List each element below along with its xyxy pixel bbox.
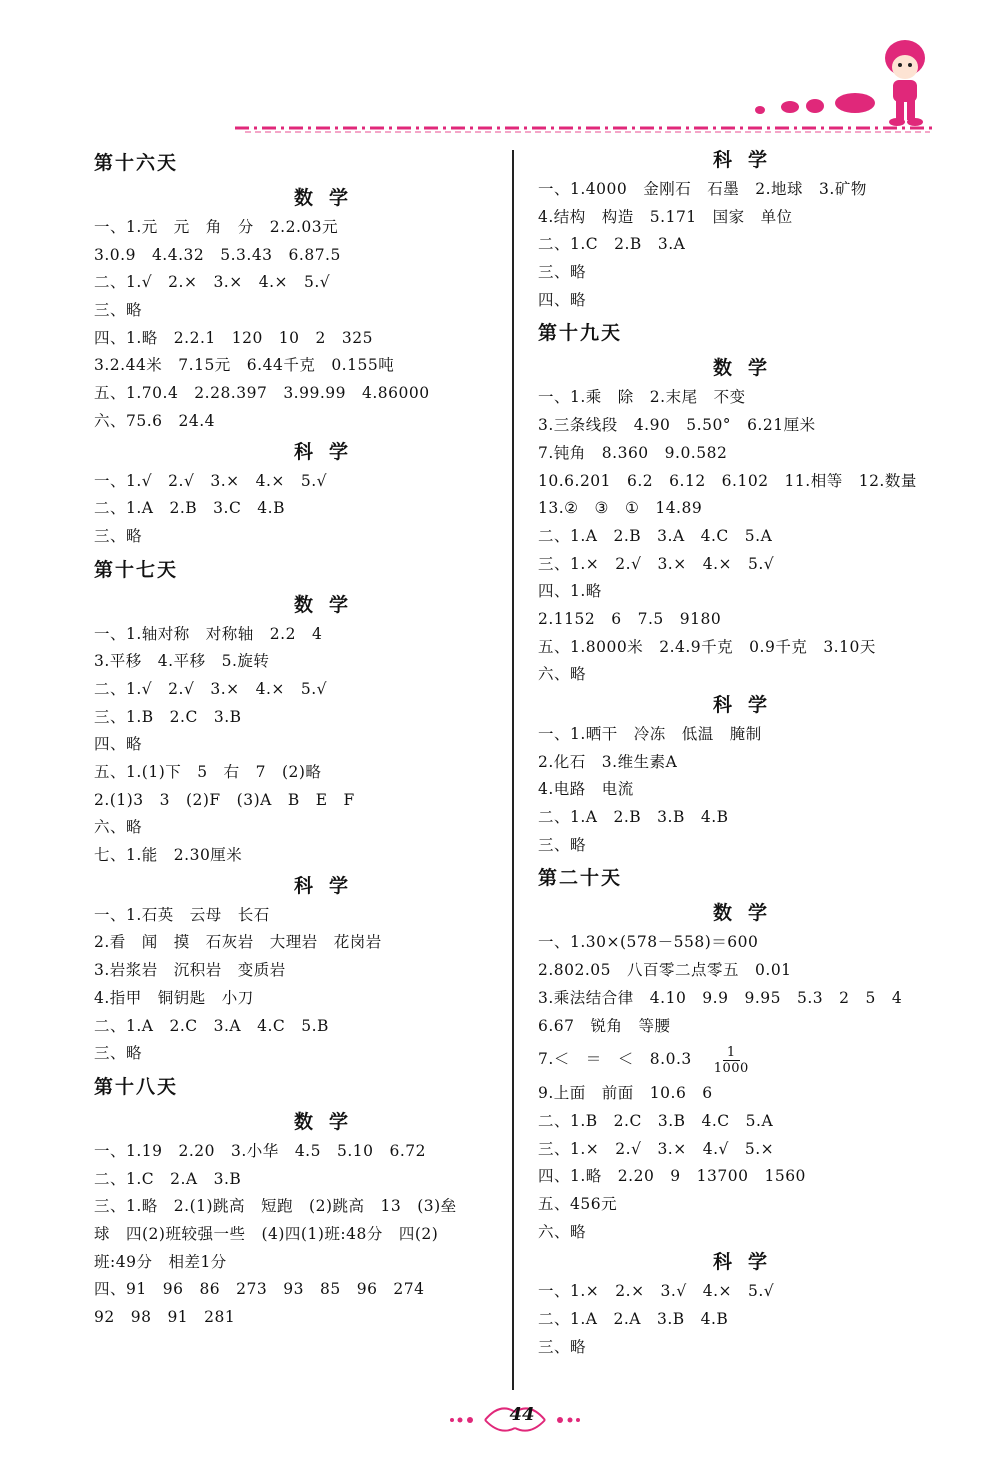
- answer-line: 一、1.轴对称 对称轴 2.2 4: [94, 624, 323, 643]
- answer-line: 2.化石 3.维生素A: [538, 752, 678, 771]
- answer-line: 13.② ③ ① 14.89: [538, 499, 703, 518]
- subject-heading: 数学: [293, 593, 364, 616]
- header-ornament: [0, 0, 1000, 150]
- answer-line: 六、略: [538, 1222, 587, 1241]
- answer-line: 四、略: [538, 290, 587, 309]
- answer-line: 3.2.44米 7.15元 6.44千克 0.155吨: [94, 356, 395, 375]
- fraction-denominator: 1000: [713, 1060, 749, 1076]
- answer-line: 2.1152 6 7.5 9180: [538, 609, 722, 628]
- answer-line: 三、略: [94, 301, 143, 320]
- answer-line: 二、1.A 2.A 3.B 4.B: [538, 1310, 729, 1328]
- answer-line: 三、略: [94, 526, 143, 545]
- answer-line: 3.0.9 4.4.32 5.3.43 6.87.5: [94, 245, 341, 264]
- subject-heading: 科学: [712, 694, 783, 716]
- answer-line: 二、1.A 2.B 3.A 4.C 5.A: [538, 526, 773, 545]
- subject-heading: 科学: [712, 1251, 783, 1274]
- answer-line: 三、略: [538, 263, 587, 282]
- answer-line: 二、1.A 2.C 3.A 4.C 5.B: [94, 1016, 329, 1035]
- answer-line: 三、略: [538, 1337, 587, 1356]
- answer-line: 一、1.√ 2.√ 3.× 4.× 5.√: [94, 471, 328, 490]
- left-column: [94, 144, 504, 1332]
- column-divider: [512, 150, 514, 1390]
- answer-line: 2.看 闻 摸 石灰岩 大理岩 花岗岩: [94, 933, 382, 952]
- answer-line: 一、1.晒干 冷冻 低温 腌制: [538, 725, 762, 743]
- answer-line: 一、1.元 元 角 分 2.2.03元: [94, 218, 339, 236]
- answer-line: 四、略: [94, 735, 143, 754]
- answer-text: 7.＜ ＝ ＜ 8.0.3: [538, 1050, 692, 1069]
- answer-line: 92 98 91 281: [94, 1308, 236, 1326]
- answer-line: 4.结构 构造 5.171 国家 单位: [538, 207, 793, 226]
- answer-line: 4.电路 电流: [538, 780, 634, 799]
- answer-line: 三、1.B 2.C 3.B: [94, 707, 242, 726]
- answer-line: 三、略: [94, 1044, 143, 1063]
- fraction-numerator: 1: [723, 1045, 740, 1061]
- answer-line: 四、1.略 2.2.1 120 10 2 325: [94, 328, 373, 347]
- answer-line: 6.67 锐角 等腰: [538, 1016, 671, 1035]
- day-heading: 第十六天: [94, 152, 179, 174]
- subject-heading: 科学: [293, 874, 364, 897]
- answer-line: 二、1.B 2.C 3.B 4.C 5.A: [538, 1111, 774, 1130]
- answer-line: 2.802.05 八百零二点零五 0.01: [538, 961, 792, 980]
- answer-line: 一、1.石英 云母 长石: [94, 905, 270, 924]
- fraction: [714, 1045, 749, 1076]
- right-column: [538, 144, 938, 1361]
- answer-line: 一、1.乘 除 2.末尾 不变: [538, 388, 746, 407]
- subject-heading: 数学: [293, 187, 364, 209]
- answer-line: 六、75.6 24.4: [94, 411, 216, 430]
- answer-line: 球 四(2)班较强一些 (4)四(1)班:48分 四(2): [94, 1224, 439, 1243]
- answer-line: 4.指甲 铜钥匙 小刀: [94, 988, 254, 1007]
- answer-line: 二、1.C 2.A 3.B: [94, 1169, 242, 1188]
- answer-line: 10.6.201 6.2 6.12 6.102 11.相等 12.数量: [538, 471, 917, 490]
- subject-heading: 数学: [293, 1110, 364, 1133]
- answer-line: 二、1.A 2.B 3.B 4.B: [538, 808, 729, 827]
- subject-heading: 科学: [293, 440, 364, 463]
- answer-line: 二、1.A 2.B 3.C 4.B: [94, 499, 285, 518]
- cartoon-kid-icon: [885, 40, 925, 126]
- day-heading: 第二十天: [538, 867, 623, 890]
- answer-line: 六、略: [94, 818, 143, 837]
- answer-line: 2.(1)3 3 (2)F (3)A B E F: [94, 790, 355, 809]
- answer-line: 3.三条线段 4.90 5.50° 6.21厘米: [538, 416, 816, 435]
- answer-line: 一、1.19 2.20 3.小华 4.5 5.10 6.72: [94, 1141, 426, 1160]
- answer-line: 六、略: [538, 665, 587, 684]
- answer-line: 班:49分 相差1分: [94, 1252, 227, 1271]
- answer-line: 四、91 96 86 273 93 85 96 274: [94, 1280, 425, 1299]
- answer-line: 三、略: [538, 835, 587, 854]
- page-number: 44: [509, 1404, 535, 1425]
- answer-line: 四、1.略: [538, 582, 602, 601]
- day-heading: 第十八天: [94, 1075, 179, 1098]
- answer-line: 五、1.8000米 2.4.9千克 0.9千克 3.10天: [538, 637, 876, 656]
- answer-line: 三、1.略 2.(1)跳高 短跑 (2)跳高 13 (3)垒: [94, 1197, 457, 1216]
- subject-heading: 数学: [712, 357, 783, 380]
- answer-line: 五、1.(1)下 5 右 7 (2)略: [94, 763, 322, 781]
- answer-line: 七、1.能 2.30厘米: [94, 846, 243, 865]
- answer-line: 四、1.略 2.20 9 13700 1560: [538, 1167, 806, 1186]
- answer-line: 3.乘法结合律 4.10 9.9 9.95 5.3 2 5 4: [538, 988, 903, 1007]
- answer-line: 3.平移 4.平移 5.旋转: [94, 652, 270, 671]
- answer-line: 五、1.70.4 2.28.397 3.99.99 4.86000: [94, 384, 430, 403]
- day-heading: 第十七天: [94, 558, 179, 581]
- answer-line: 一、1.× 2.× 3.√ 4.× 5.√: [538, 1282, 775, 1301]
- answer-line: 五、456元: [538, 1194, 618, 1213]
- answer-line: 二、1.C 2.B 3.A: [538, 235, 686, 254]
- subject-heading: 科学: [712, 149, 783, 171]
- header-decoration: [0, 0, 1000, 150]
- subject-heading: 数学: [712, 902, 783, 925]
- answer-line: 二、1.√ 2.√ 3.× 4.× 5.√: [94, 679, 328, 698]
- answer-line: 一、1.30×(578－558)＝600: [538, 933, 759, 952]
- answer-line: 二、1.√ 2.× 3.× 4.× 5.√: [94, 273, 331, 292]
- answer-line: 9.上面 前面 10.6 6: [538, 1084, 713, 1103]
- answer-line: 3.岩浆岩 沉积岩 变质岩: [94, 961, 286, 980]
- answer-line: 7.钝角 8.360 9.0.582: [538, 443, 728, 462]
- answer-line: 三、1.× 2.√ 3.× 4.√ 5.×: [538, 1139, 775, 1158]
- answer-line: 一、1.4000 金刚石 石墨 2.地球 3.矿物: [538, 180, 867, 198]
- answer-line: [538, 1040, 938, 1080]
- day-heading: 第十九天: [538, 322, 623, 345]
- answer-line: 三、1.× 2.√ 3.× 4.× 5.√: [538, 554, 775, 573]
